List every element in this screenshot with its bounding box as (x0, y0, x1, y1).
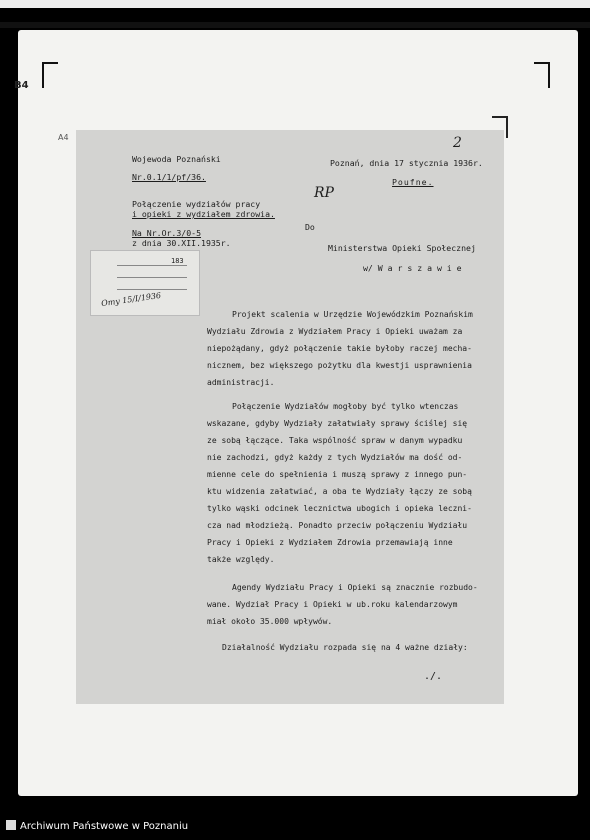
subject-line-1: Połączenie wydziałów pracy (132, 199, 261, 209)
crop-mark-right (534, 62, 550, 88)
reference-number: Nr.0.1/1/pf/36. (132, 172, 206, 182)
body-line: mienne cele do spełnienia i muszą sprawy z innego pun- (207, 470, 468, 479)
archive-caption (0, 814, 590, 840)
page-number: 2 (453, 135, 462, 151)
body-line: Agendy Wydziału Pracy i Opieki są znacznie rozbudo- (232, 583, 478, 592)
body-line: miał około 35.000 wpływów. (207, 617, 333, 626)
recipient-line-2: w/ W a r s z a w i e (363, 263, 462, 273)
stamp-handwriting: Omy 15/I/1936 (100, 290, 162, 309)
film-edge-strip (0, 22, 590, 28)
film-edge-top (0, 0, 590, 8)
to-label: Do (305, 222, 315, 232)
body-line: także względy. (207, 555, 275, 564)
body-line: ktu widzenia załatwiać, a oba te Wydziały łączy ze sobą (207, 487, 472, 496)
recipient-line-1: Ministerstwa Opieki Społecznej (328, 243, 476, 253)
frame-label: B4 (14, 80, 29, 91)
body-line: nicznem, bez większego pożytku dla kwestji usprawnienia (207, 361, 472, 370)
body-line: Połączenie Wydziałów mogłoby być tylko wtenczas (232, 402, 459, 411)
classification: Poufne. (392, 177, 434, 187)
body-line: ze sobą łączące. Taka wspólność spraw w danym wypadku (207, 436, 463, 445)
body-line: wskazane, gdyby Wydziały załatwiały sprawy ściślej się (207, 419, 468, 428)
stamp-rule (117, 289, 187, 290)
place-date: Poznań, dnia 17 stycznia 1936r. (330, 158, 483, 168)
sender: Wojewoda Poznański (132, 154, 221, 164)
stamp-number: 183 (171, 257, 184, 265)
handwritten-mark: RP (314, 185, 334, 201)
registry-stamp (90, 250, 200, 316)
body-line: Wydziału Zdrowia z Wydziałem Pracy i Opieki uważam za (207, 327, 463, 336)
stamp-rule (117, 277, 187, 278)
body-line: Projekt scalenia w Urzędzie Wojewódzkim Poznańskim (232, 310, 473, 319)
reply-reference-2: z dnia 30.XII.1935r. (132, 238, 231, 248)
body-line: wane. Wydział Pracy i Opieki w ub.roku kalendarzowym (207, 600, 458, 609)
archive-logo-icon (6, 820, 16, 830)
subject-line-2: i opieki z wydziałem zdrowia. (132, 209, 275, 219)
body-line: Pracy i Opieki z Wydziałem Zdrowia przemawiają inne (207, 538, 453, 547)
frame-label-small: A4 (58, 133, 69, 142)
archive-caption-text: Archiwum Państwowe w Poznaniu (20, 821, 189, 832)
body-line: tylko wąski odcinek lecznictwa ubogich i opieka leczni- (207, 504, 472, 513)
continuation-mark: ./. (424, 671, 443, 682)
body-line: nie zachodzi, gdyż każdy z tych Wydziałów ma dość od- (207, 453, 463, 462)
body-line: administracji. (207, 378, 275, 387)
reply-reference-1: Na Nr.Or.3/0-5 (132, 228, 202, 238)
body-line: niepożądany, gdyż połączenie takie byłoby raczej mecha- (207, 344, 472, 353)
crop-mark-left (42, 62, 58, 88)
body-line: Działalność Wydziału rozpada się na 4 ważne działy: (222, 643, 468, 652)
stamp-rule (117, 265, 187, 266)
body-line: cza nad młodzieżą. Ponadto przeciw połączeniu Wydziału (207, 521, 468, 530)
